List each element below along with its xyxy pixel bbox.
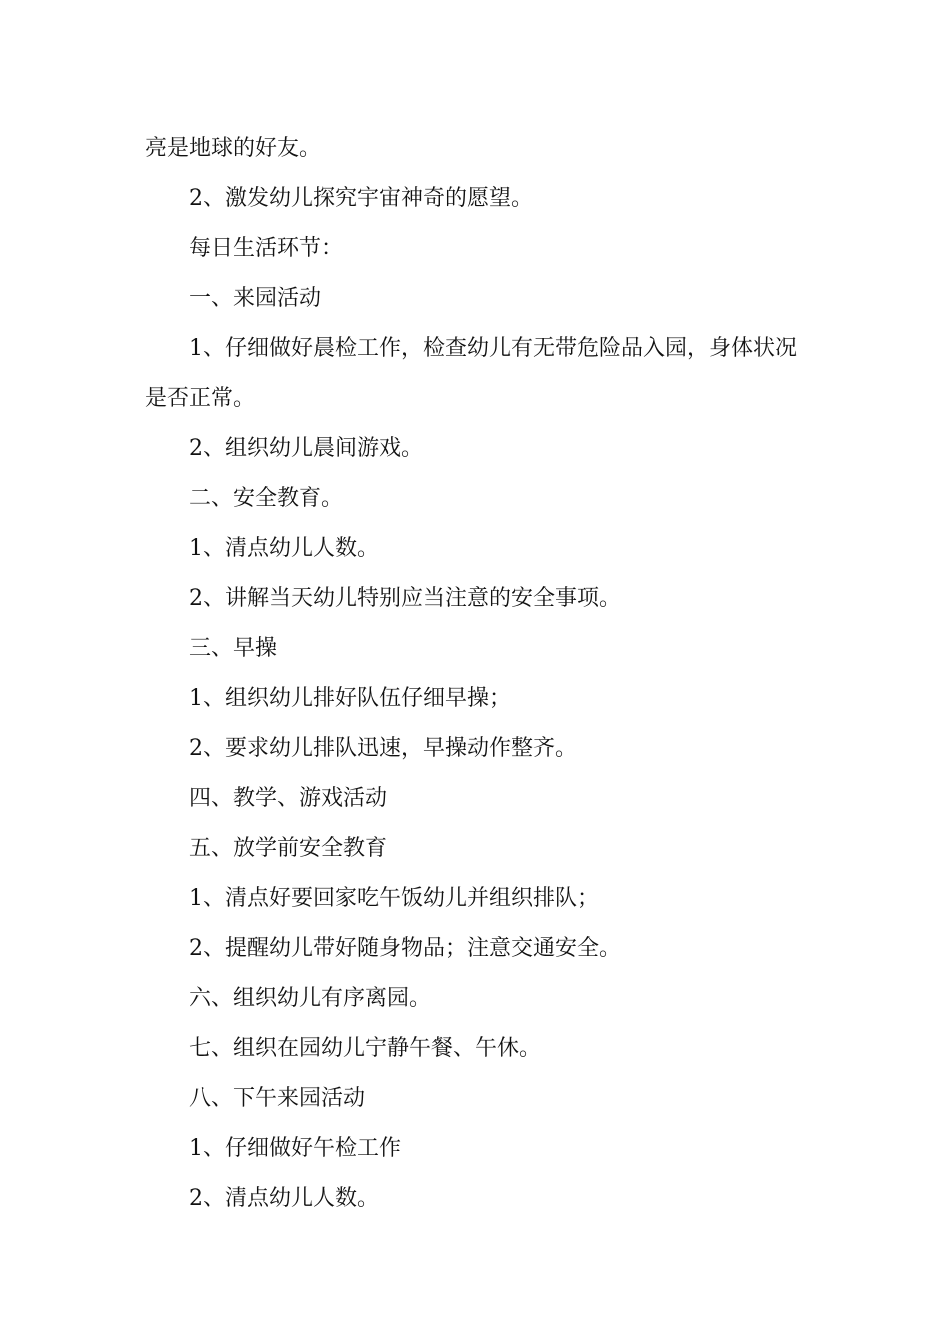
text-line: 1、清点幼儿人数。 [189, 536, 379, 561]
text-line: 1、仔细做好午检工作 [189, 1136, 401, 1161]
text-line: 是否正常。 [145, 386, 256, 411]
section-heading: 八、下午来园活动 [189, 1086, 366, 1111]
section-heading: 三、早操 [189, 636, 278, 661]
section-heading: 六、组织幼儿有序离园。 [189, 986, 432, 1011]
text-line: 2、组织幼儿晨间游戏。 [189, 436, 423, 461]
section-heading: 每日生活环节： [189, 236, 344, 261]
text-line: 1、组织幼儿排好队伍仔细早操； [189, 686, 511, 711]
text-line: 2、提醒幼儿带好随身物品；注意交通安全。 [189, 936, 621, 961]
text-line: 1、仔细做好晨检工作，检查幼儿有无带危险品入园，身体状况 [189, 336, 797, 361]
text-line: 2、清点幼儿人数。 [189, 1186, 379, 1211]
text-line: 2、激发幼儿探究宇宙神奇的愿望。 [189, 186, 533, 211]
section-heading: 七、组织在园幼儿宁静午餐、午休。 [189, 1036, 542, 1061]
section-heading: 一、来园活动 [189, 286, 322, 311]
text-line: 2、要求幼儿排队迅速，早操动作整齐。 [189, 736, 577, 761]
text-line: 1、清点好要回家吃午饭幼儿并组织排队； [189, 886, 599, 911]
section-heading: 二、安全教育。 [189, 486, 344, 511]
section-heading: 五、放学前安全教育 [189, 836, 388, 861]
text-line: 2、讲解当天幼儿特别应当注意的安全事项。 [189, 586, 621, 611]
section-heading: 四、教学、游戏活动 [189, 786, 388, 811]
document-body [145, 124, 810, 1224]
text-line: 亮是地球的好友。 [145, 136, 322, 161]
